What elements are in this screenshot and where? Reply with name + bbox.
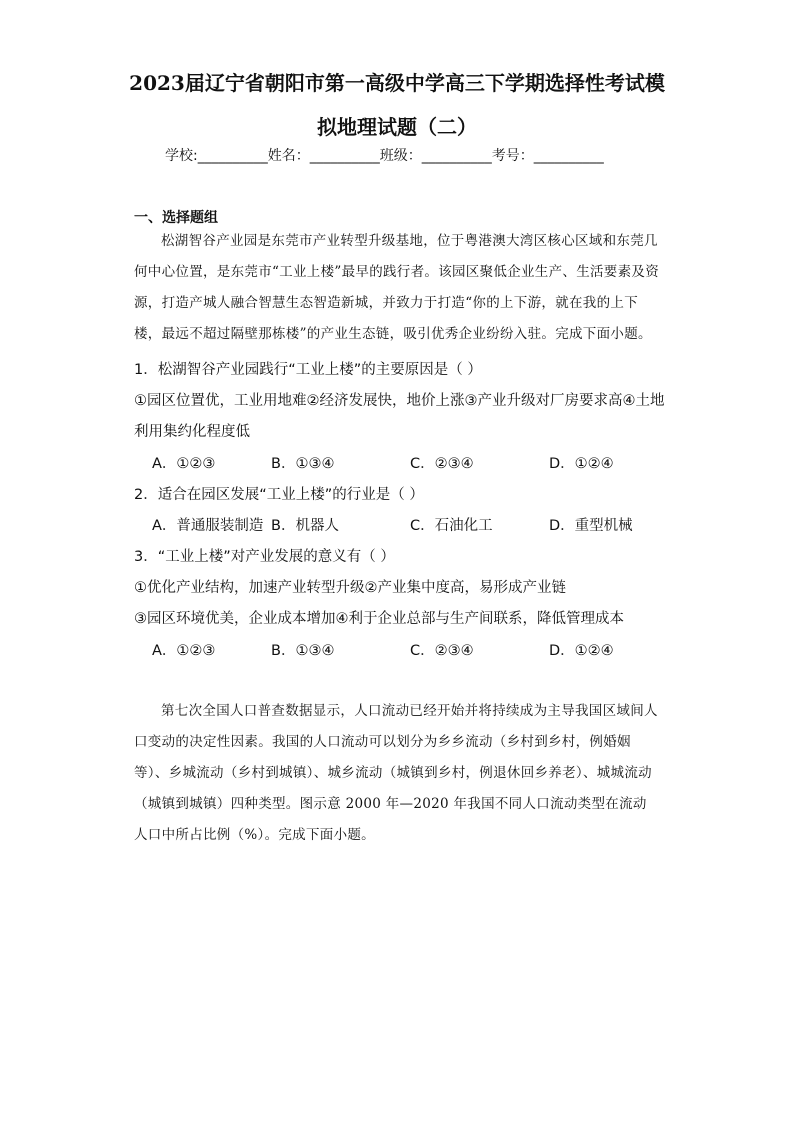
exam-title-line1: 2023届辽宁省朝阳市第一高级中学高三下学期选择性考试模	[129, 71, 665, 95]
question-3-option-c: C．②③④	[410, 643, 474, 659]
question-2-option-c: C．石油化工	[410, 518, 493, 534]
question-3-option-a: A．①②③	[152, 643, 216, 659]
question-2-option-a: A．普通服装制造	[152, 518, 264, 534]
question-1-option-d: D．①②④	[549, 456, 614, 472]
reading-passage-2: 第七次全国人口普查数据显示，人口流动已经开始并将持续成为主导我国区域间人口变动的决定性因素。我国的人口流动可以划分为乡乡流动（乡村到乡村，例婚姻等）、乡城流动（乡村到城镇）、城乡流动（城镇到乡村，例退休回乡养老）、城城流动（城镇到城镇）四种类型。图示意 2000 年—2020 年我国不同人口流动类型在流动人口中所占比例（%）。完成下面小题。	[134, 703, 658, 843]
question-3-statements-line2: ③园区环境优美，企业成本增加④利于企业总部与生产间联系，降低管理成本	[134, 611, 624, 627]
question-3-option-d: D．①②④	[549, 643, 614, 659]
question-1-option-b: B．①③④	[271, 456, 335, 472]
question-1-option-c: C．②③④	[410, 456, 474, 472]
question-3-statements-line1: ①优化产业结构，加速产业转型升级②产业集中度高，易形成产业链	[134, 580, 566, 596]
question-3-option-b: B．①③④	[271, 643, 335, 659]
question-2-stem: 2．适合在园区发展“工业上楼”的行业是（ ）	[134, 487, 424, 503]
question-1-option-a: A．①②③	[152, 456, 216, 472]
reading-passage-1: 松湖智谷产业园是东莞市产业转型升级基地，位于粤港澳大湾区核心区域和东莞几何中心位置，是东莞市“工业上楼”最早的践行者。该园区聚低企业生产、生活要素及资源，打造产城人融合智慧生态智造新城，并致力于打造“你的上下游，就在我的上下楼，最远不超过隔壁那栋楼”的产业生态链，吸引优秀企业纷纷入驻。完成下面小题。	[134, 233, 660, 342]
question-1-stem: 1．松湖智谷产业园践行“工业上楼”的主要原因是（ ）	[134, 362, 482, 378]
exam-title-line2: 拟地理试题（二）	[317, 115, 477, 139]
section-heading: 一、选择题组	[134, 210, 218, 226]
question-1-statements-line2: 利用集约化程度低	[134, 424, 250, 440]
student-info-line: 学校:__________姓名：__________班级：__________考号：__________	[165, 148, 604, 164]
question-1-statements-line1: ①园区位置优，工业用地难②经济发展快，地价上涨③产业升级对厂房要求高④土地	[134, 393, 665, 409]
question-2-option-d: D．重型机械	[549, 518, 633, 534]
question-2-option-b: B．机器人	[271, 518, 339, 534]
question-3-stem: 3．“工业上楼”对产业发展的意义有（ ）	[134, 549, 395, 565]
